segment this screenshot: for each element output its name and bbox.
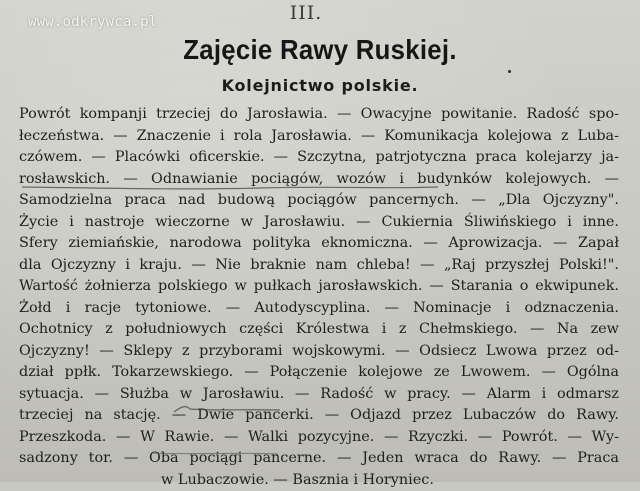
summary-line: Wartość żołnierza polskiego w pułkach jarosławskich. — Starania o ekwipunek. <box>19 276 619 298</box>
summary-line: dział ppłk. Tokarzewskiego. — Połączenie kolejowe ze Lwowem. — Ogólna <box>19 362 619 384</box>
summary-line: Przeszkoda. — W Rawie. — Walki pozycyjne. — Rzyczki. — Powrót. — Wy- <box>19 427 619 449</box>
summary-line: łeczeństwa. — Znaczenie i rola Jarosławia. — Komunikacja kolejowa z Luba- <box>19 126 619 148</box>
summary-line: Ojczyzny! — Sklepy z przyborami wojskowymi. — Odsiecz Lwowa przez od- <box>19 341 619 363</box>
summary-line: Powrót kompanji trzeciej do Jarosławia. — Owacyjne powitanie. Radość spo- <box>19 104 619 126</box>
site-watermark: www.odkrywca.pl <box>28 14 157 30</box>
summary-line: Żołd i racje tytoniowe. — Autodyscyplina. — Nominacje i odznaczenia. <box>19 298 619 320</box>
summary-line: Ochotnicy z południowych części Królestwa i z Chełmskiego. — Na zew <box>19 319 619 341</box>
summary-line: trzeciej na stację. — Dwie pancerki. — Odjazd przez Lubaczów do Rawy. <box>19 405 619 427</box>
summary-line: czówem. — Placówki oficerskie. — Szczytna, patrjotyczna praca kolejarzy ja- <box>19 147 619 169</box>
ink-speck <box>508 70 511 73</box>
summary-line: sytuacja. — Służba w Jarosławiu. — Radość w pracy. — Alarm i odmarsz <box>19 384 619 406</box>
summary-line: rosławskich. — Odnawianie pociągów, wozów i budynków kolejowych. — <box>19 169 619 191</box>
chapter-subtitle: Kolejnictwo polskie. <box>0 76 640 95</box>
summary-line: Samodzielna praca nad budową pociągów pancernych. — „Dla Ojczyzny". <box>19 190 619 212</box>
summary-line: Życie i nastroje wieczorne w Jarosławiu. — Cukiernia Śliwińskiego i inne. <box>19 212 619 234</box>
chapter-title: Zajęcie Rawy Ruskiej. <box>26 34 615 66</box>
chapter-number: III. <box>0 2 626 24</box>
summary-line: w Lubaczowie. — Basznia i Horyniec. <box>19 470 619 491</box>
summary-line: Sfery ziemiańskie, narodowa polityka eknomiczna. — Aprowizacja. — Zapał <box>19 233 619 255</box>
summary-line: dla Ojczyzny i kraju. — Nie braknie nam chleba! — „Raj przyszłej Polski!". <box>19 255 619 277</box>
chapter-summary <box>19 104 619 491</box>
summary-line: sadzony tor. — Oba pociągi pancerne. — Jeden wraca do Rawy. — Praca <box>19 448 619 470</box>
